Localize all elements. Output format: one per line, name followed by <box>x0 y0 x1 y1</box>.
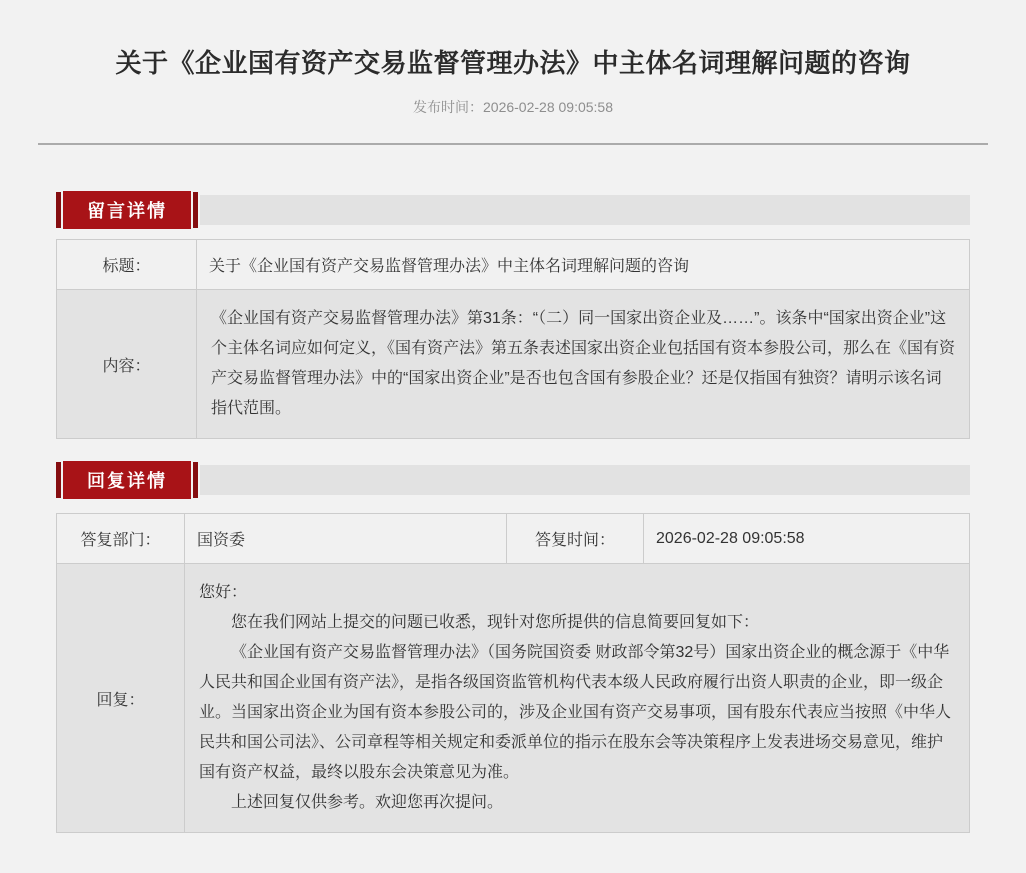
reply-detail-table <box>56 513 970 833</box>
table-row <box>57 564 970 833</box>
badge-left-bar <box>56 192 61 228</box>
content-label: 内容： <box>57 290 197 439</box>
reply-dept-label: 答复部门： <box>57 514 185 564</box>
publish-time-value: 2026-02-28 09:05:58 <box>483 99 613 115</box>
reply-label: 回复： <box>57 564 185 833</box>
header-divider <box>38 143 988 145</box>
table-row <box>57 240 970 290</box>
reply-time-label: 答复时间： <box>507 514 644 564</box>
reply-paragraph: 您好： <box>199 584 248 601</box>
reply-section-badge: 回复详情 <box>63 461 191 499</box>
badge-gray-bar <box>200 195 970 225</box>
table-row <box>57 514 970 564</box>
badge-gray-bar <box>200 465 970 495</box>
reply-paragraph: 上述回复仅供参考。欢迎您再次提问。 <box>231 794 504 811</box>
table-row <box>57 290 970 439</box>
reply-body <box>185 564 970 833</box>
publish-time-label: 发布时间： <box>413 99 483 115</box>
badge-right-bar <box>193 192 198 228</box>
reply-paragraph: 《企业国有资产交易监督管理办法》（国务院国资委 财政部令第32号）国家出资企业的概念源于《中华人民共和国企业国有资产法》，是指各级国资监管机构代表本级人民政府履行出资人职责的企业，即一级企业。当国家出资企业为国有资本参股公司的，涉及企业国有资产交易事项，国有股东代表应当按照《中华人民共和国公司法》、公司章程等相关规定和委派单位的指示在股东会等决策程序上发表进场交易意见，维护国有资产权益，最终以股东会决策意见为准。 <box>199 644 952 781</box>
badge-right-bar <box>193 462 198 498</box>
message-section-badge: 留言详情 <box>63 191 191 229</box>
message-section-header <box>56 191 970 229</box>
reply-time-value: 2026-02-28 09:05:58 <box>644 514 970 564</box>
publish-time <box>0 97 1026 117</box>
title-value: 关于《企业国有资产交易监督管理办法》中主体名词理解问题的咨询 <box>197 240 970 290</box>
reply-paragraph: 您在我们网站上提交的问题已收悉，现针对您所提供的信息简要回复如下： <box>231 614 760 631</box>
main-content <box>56 191 970 833</box>
content-value: 《企业国有资产交易监督管理办法》第31条：“（二）同一国家出资企业及……”。该条中“国家出资企业”这个主体名词应如何定义，《国有资产法》第五条表述国家出资企业包括国有资本参股公司，那么在《国有资产交易监督管理办法》中的“国家出资企业”是否也包含国有参股企业？还是仅指国有独资？请明示该名词指代范围。 <box>197 290 970 439</box>
title-label: 标题： <box>57 240 197 290</box>
message-detail-table <box>56 239 970 439</box>
badge-left-bar <box>56 462 61 498</box>
page-title: 关于《企业国有资产交易监督管理办法》中主体名词理解问题的咨询 <box>115 48 911 78</box>
reply-section-header <box>56 461 970 499</box>
reply-dept-value: 国资委 <box>185 514 507 564</box>
